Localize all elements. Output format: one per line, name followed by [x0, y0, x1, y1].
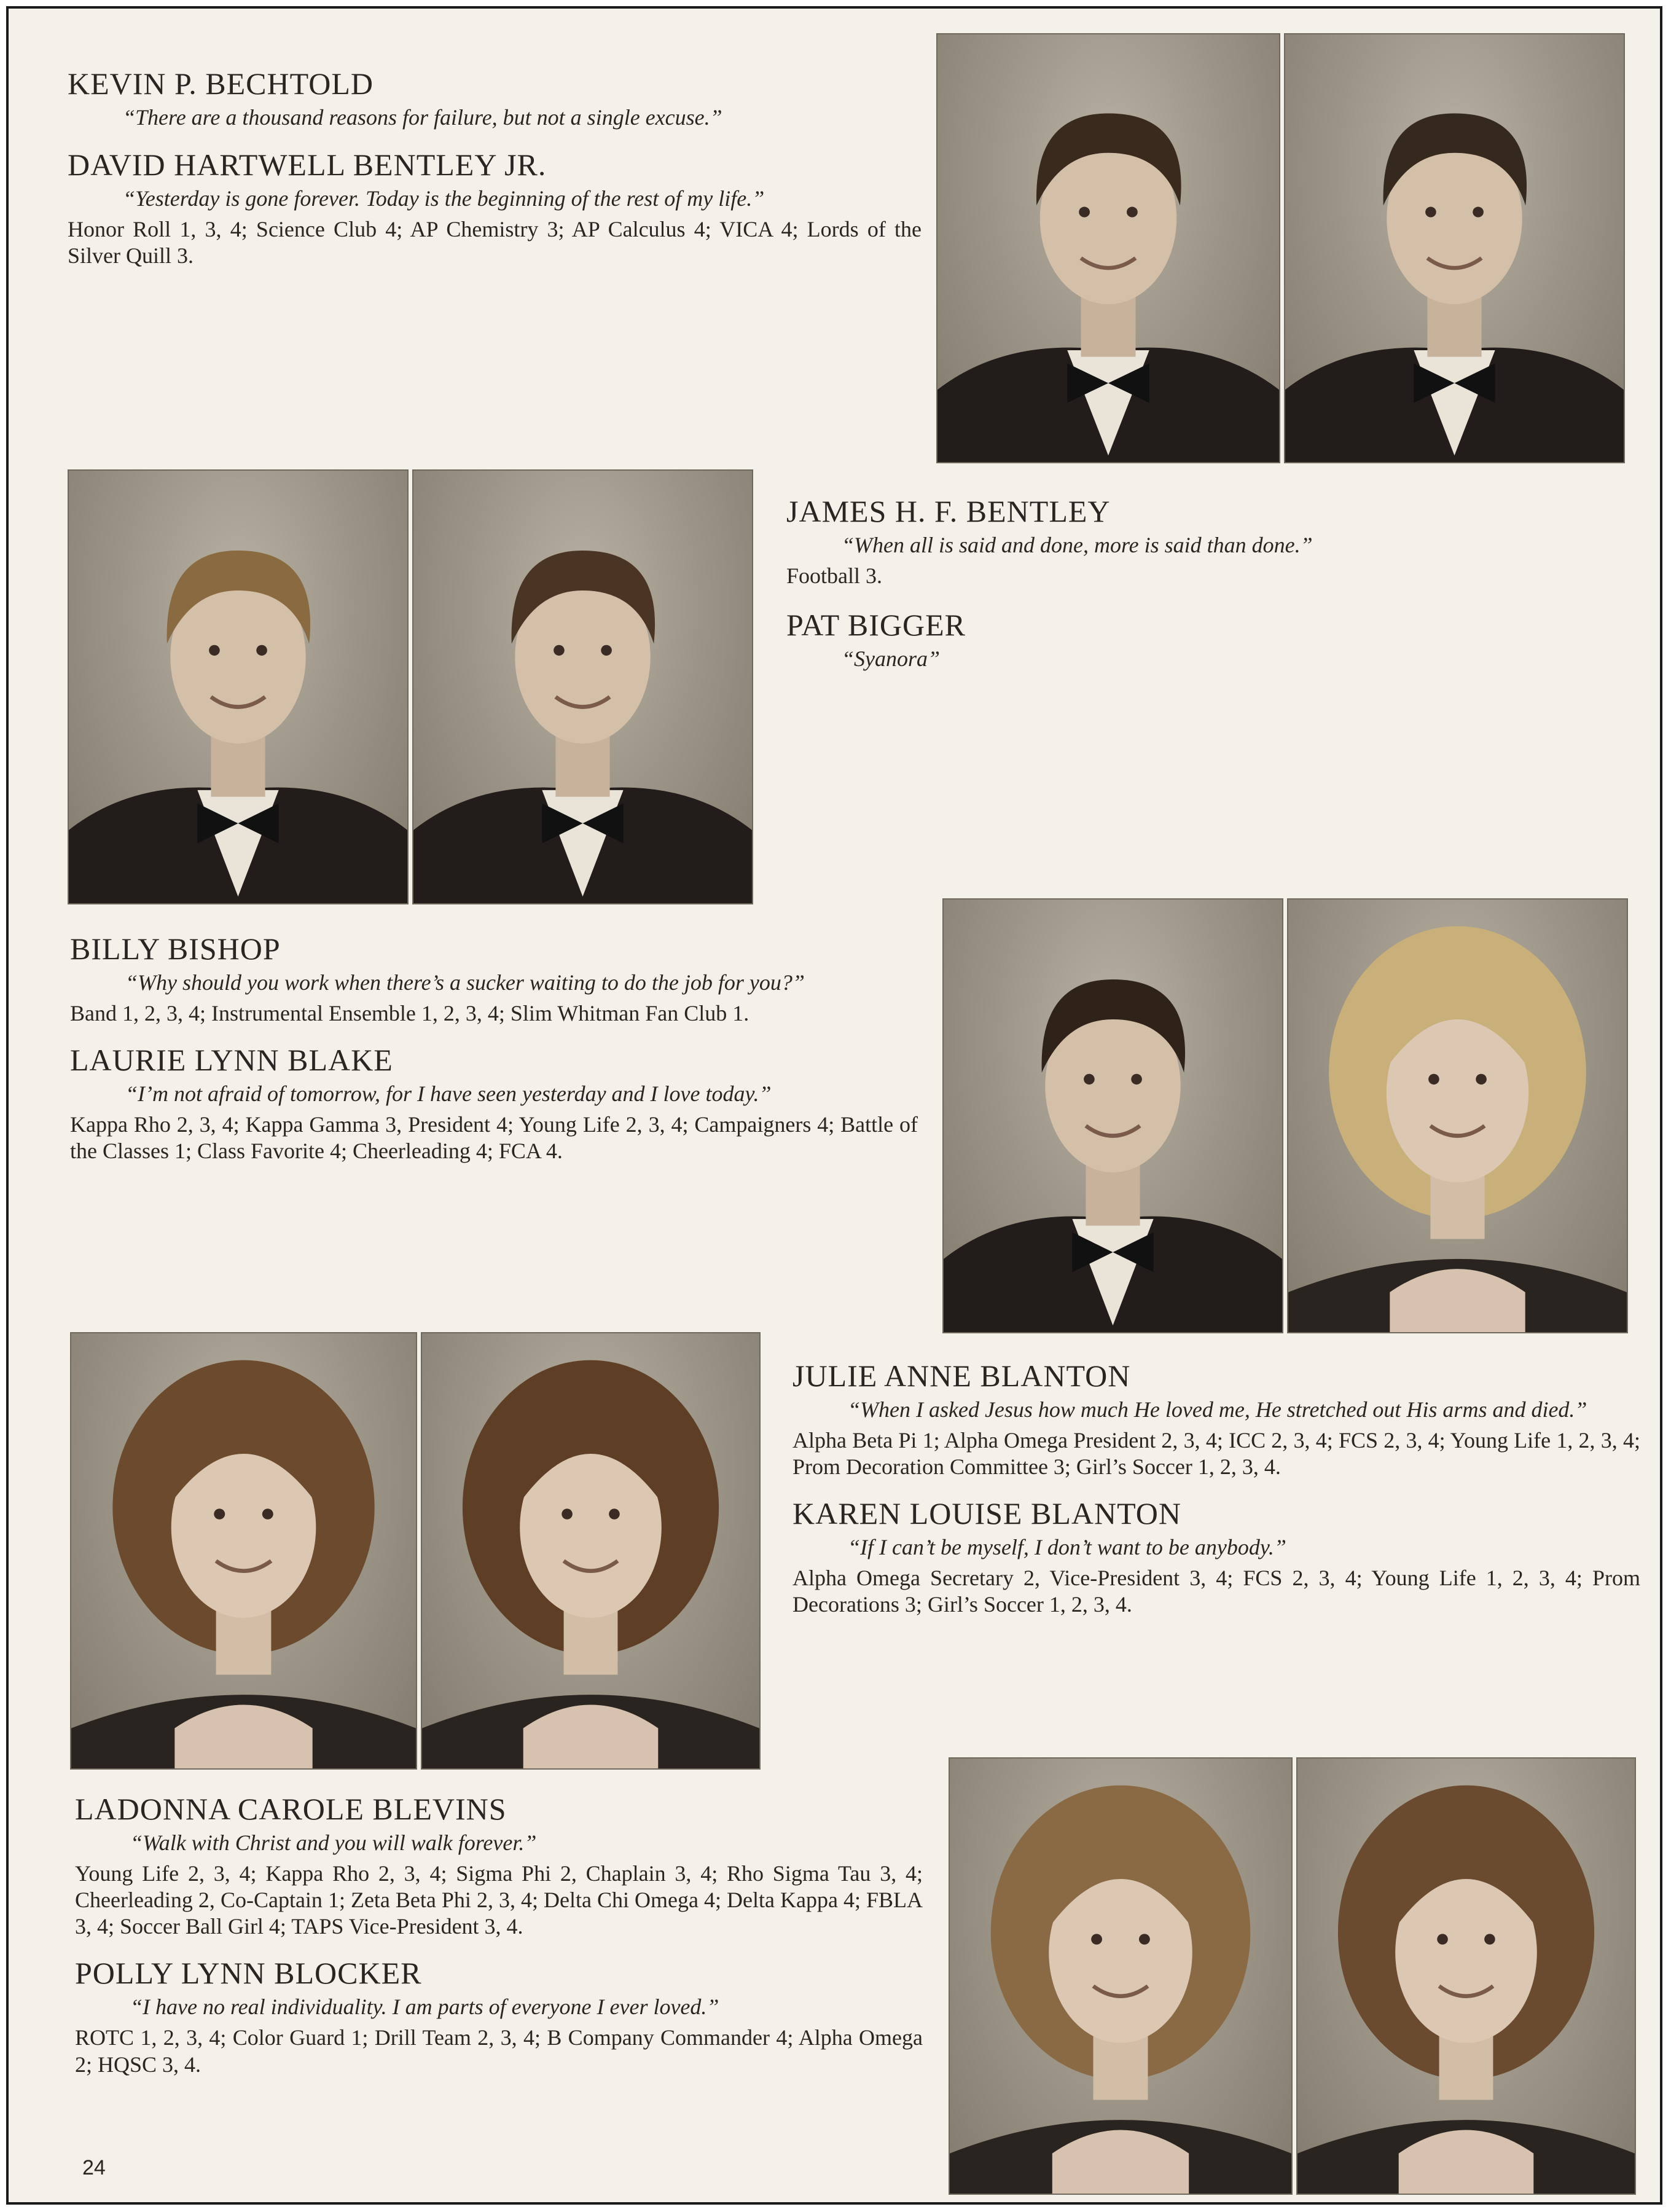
student-name: POLLY LYNN BLOCKER [75, 1956, 422, 1991]
student-entry [68, 146, 922, 269]
student-entry [75, 1955, 923, 2077]
student-quote: “I have no real individuality. I am parts of everyone I ever loved.” [130, 1994, 719, 2020]
male-portrait-icon [1285, 34, 1624, 462]
student-name: JAMES H. F. BENTLEY [786, 494, 1111, 528]
student-quote: “Why should you work when there’s a sucker waiting to do the job for you?” [125, 970, 805, 995]
student-quote: “Syanora” [842, 646, 941, 672]
text-block-2 [786, 493, 1634, 673]
text-block-3 [70, 930, 918, 1164]
text-block-5 [75, 1790, 923, 2078]
student-entry [786, 606, 1634, 673]
student-name: JULIE ANNE BLANTON [792, 1359, 1131, 1393]
page-number: 24 [82, 2156, 106, 2179]
senior-portrait [68, 469, 409, 904]
student-quote: “If I can’t be myself, I don’t want to be anybody.” [848, 1535, 1286, 1560]
female-portrait-icon [950, 1759, 1291, 2194]
senior-portrait [421, 1332, 761, 1770]
student-quote: “There are a thousand reasons for failure, but not a single excuse.” [123, 105, 722, 130]
text-block-4 [792, 1357, 1640, 1618]
senior-portrait [936, 33, 1280, 463]
student-activities: Band 1, 2, 3, 4; Instrumental Ensemble 1, 2, 3, 4; Slim Whitman Fan Club 1. [70, 1000, 749, 1026]
student-activities: Honor Roll 1, 3, 4; Science Club 4; AP Chemistry 3; AP Calculus 4; VICA 4; Lords of the Silver Quill 3. [68, 216, 922, 268]
senior-portrait [1284, 33, 1625, 463]
student-quote: “Walk with Christ and you will walk forever.” [130, 1830, 537, 1855]
photo-pair-2 [68, 469, 753, 904]
student-name: LADONNA CAROLE BLEVINS [75, 1792, 507, 1826]
student-name: BILLY BISHOP [70, 931, 281, 966]
student-activities: Alpha Omega Secretary 2, Vice-President 3, 4; FCS 2, 3, 4; Young Life 1, 2, 3, 4; Prom Decorations 3; Girl’s Soccer 1, 2, 3, 4. [792, 1566, 1640, 1617]
student-entry [70, 1041, 918, 1164]
senior-portrait [70, 1332, 417, 1770]
student-quote: “When I asked Jesus how much He loved me, He stretched out His arms and died.” [848, 1397, 1587, 1422]
senior-portrait [1287, 898, 1628, 1333]
student-name: DAVID HARTWELL BENTLEY JR. [68, 147, 547, 182]
senior-portrait [942, 898, 1283, 1333]
male-portrait-icon [413, 471, 752, 903]
male-portrait-icon [69, 471, 407, 903]
female-portrait-icon [1297, 1759, 1635, 2194]
student-entry [68, 65, 922, 131]
student-entry [70, 930, 918, 1027]
student-name: LAURIE LYNN BLAKE [70, 1043, 393, 1078]
female-portrait-icon [422, 1333, 759, 1768]
photo-pair-4 [70, 1332, 761, 1770]
senior-portrait [949, 1757, 1293, 2195]
female-portrait-icon [71, 1333, 416, 1768]
student-name: KEVIN P. BECHTOLD [68, 66, 374, 101]
student-activities: Alpha Beta Pi 1; Alpha Omega President 2, 3, 4; ICC 2, 3, 4; FCS 2, 3, 4; Young Life 1, 2, 3, 4; Prom Decoration Committee 3; Girl’s Soccer 1, 2, 3, 4. [792, 1427, 1640, 1480]
student-activities: ROTC 1, 2, 3, 4; Color Guard 1; Drill Team 2, 3, 4; B Company Commander 4; Alpha Omega 2; HQSC 3, 4. [75, 2025, 923, 2077]
photo-pair-3 [942, 898, 1628, 1333]
student-entry [792, 1357, 1640, 1480]
student-activities: Young Life 2, 3, 4; Kappa Rho 2, 3, 4; Sigma Phi 2, Chaplain 3, 4; Rho Sigma Tau 3, 4; Cheerleading 2, Co-Captain 1; Zeta Beta Phi 2, 3, 4; Delta Chi Omega 4; Delta Kappa 4; FBLA 3, 4; Soccer Ball Girl 4; TAPS Vice-President 3, 4. [75, 1861, 923, 1939]
student-activities: Kappa Rho 2, 3, 4; Kappa Gamma 3, President 4; Young Life 2, 3, 4; Campaigners 4; Battle of the Classes 1; Class Favorite 4; Cheerleading 4; FCA 4. [70, 1112, 918, 1164]
male-portrait-icon [944, 900, 1282, 1332]
senior-portrait [412, 469, 753, 904]
student-entry [75, 1790, 923, 1940]
photo-pair-1 [936, 33, 1625, 463]
female-portrait-icon [1288, 900, 1627, 1332]
student-entry [792, 1495, 1640, 1618]
text-block-1 [68, 65, 922, 269]
student-quote: “Yesterday is gone forever. Today is the beginning of the rest of my life.” [123, 186, 765, 211]
photo-pair-5 [949, 1757, 1636, 2195]
male-portrait-icon [937, 34, 1279, 462]
yearbook-page [6, 6, 1662, 2205]
senior-portrait [1296, 1757, 1636, 2195]
student-quote: “When all is said and done, more is said than done.” [842, 533, 1313, 557]
student-quote: “I’m not afraid of tomorrow, for I have seen yesterday and I love today.” [125, 1081, 772, 1107]
student-name: PAT BIGGER [786, 608, 966, 643]
student-entry [786, 493, 1634, 589]
student-name: KAREN LOUISE BLANTON [792, 1496, 1181, 1531]
student-activities: Football 3. [786, 563, 883, 588]
